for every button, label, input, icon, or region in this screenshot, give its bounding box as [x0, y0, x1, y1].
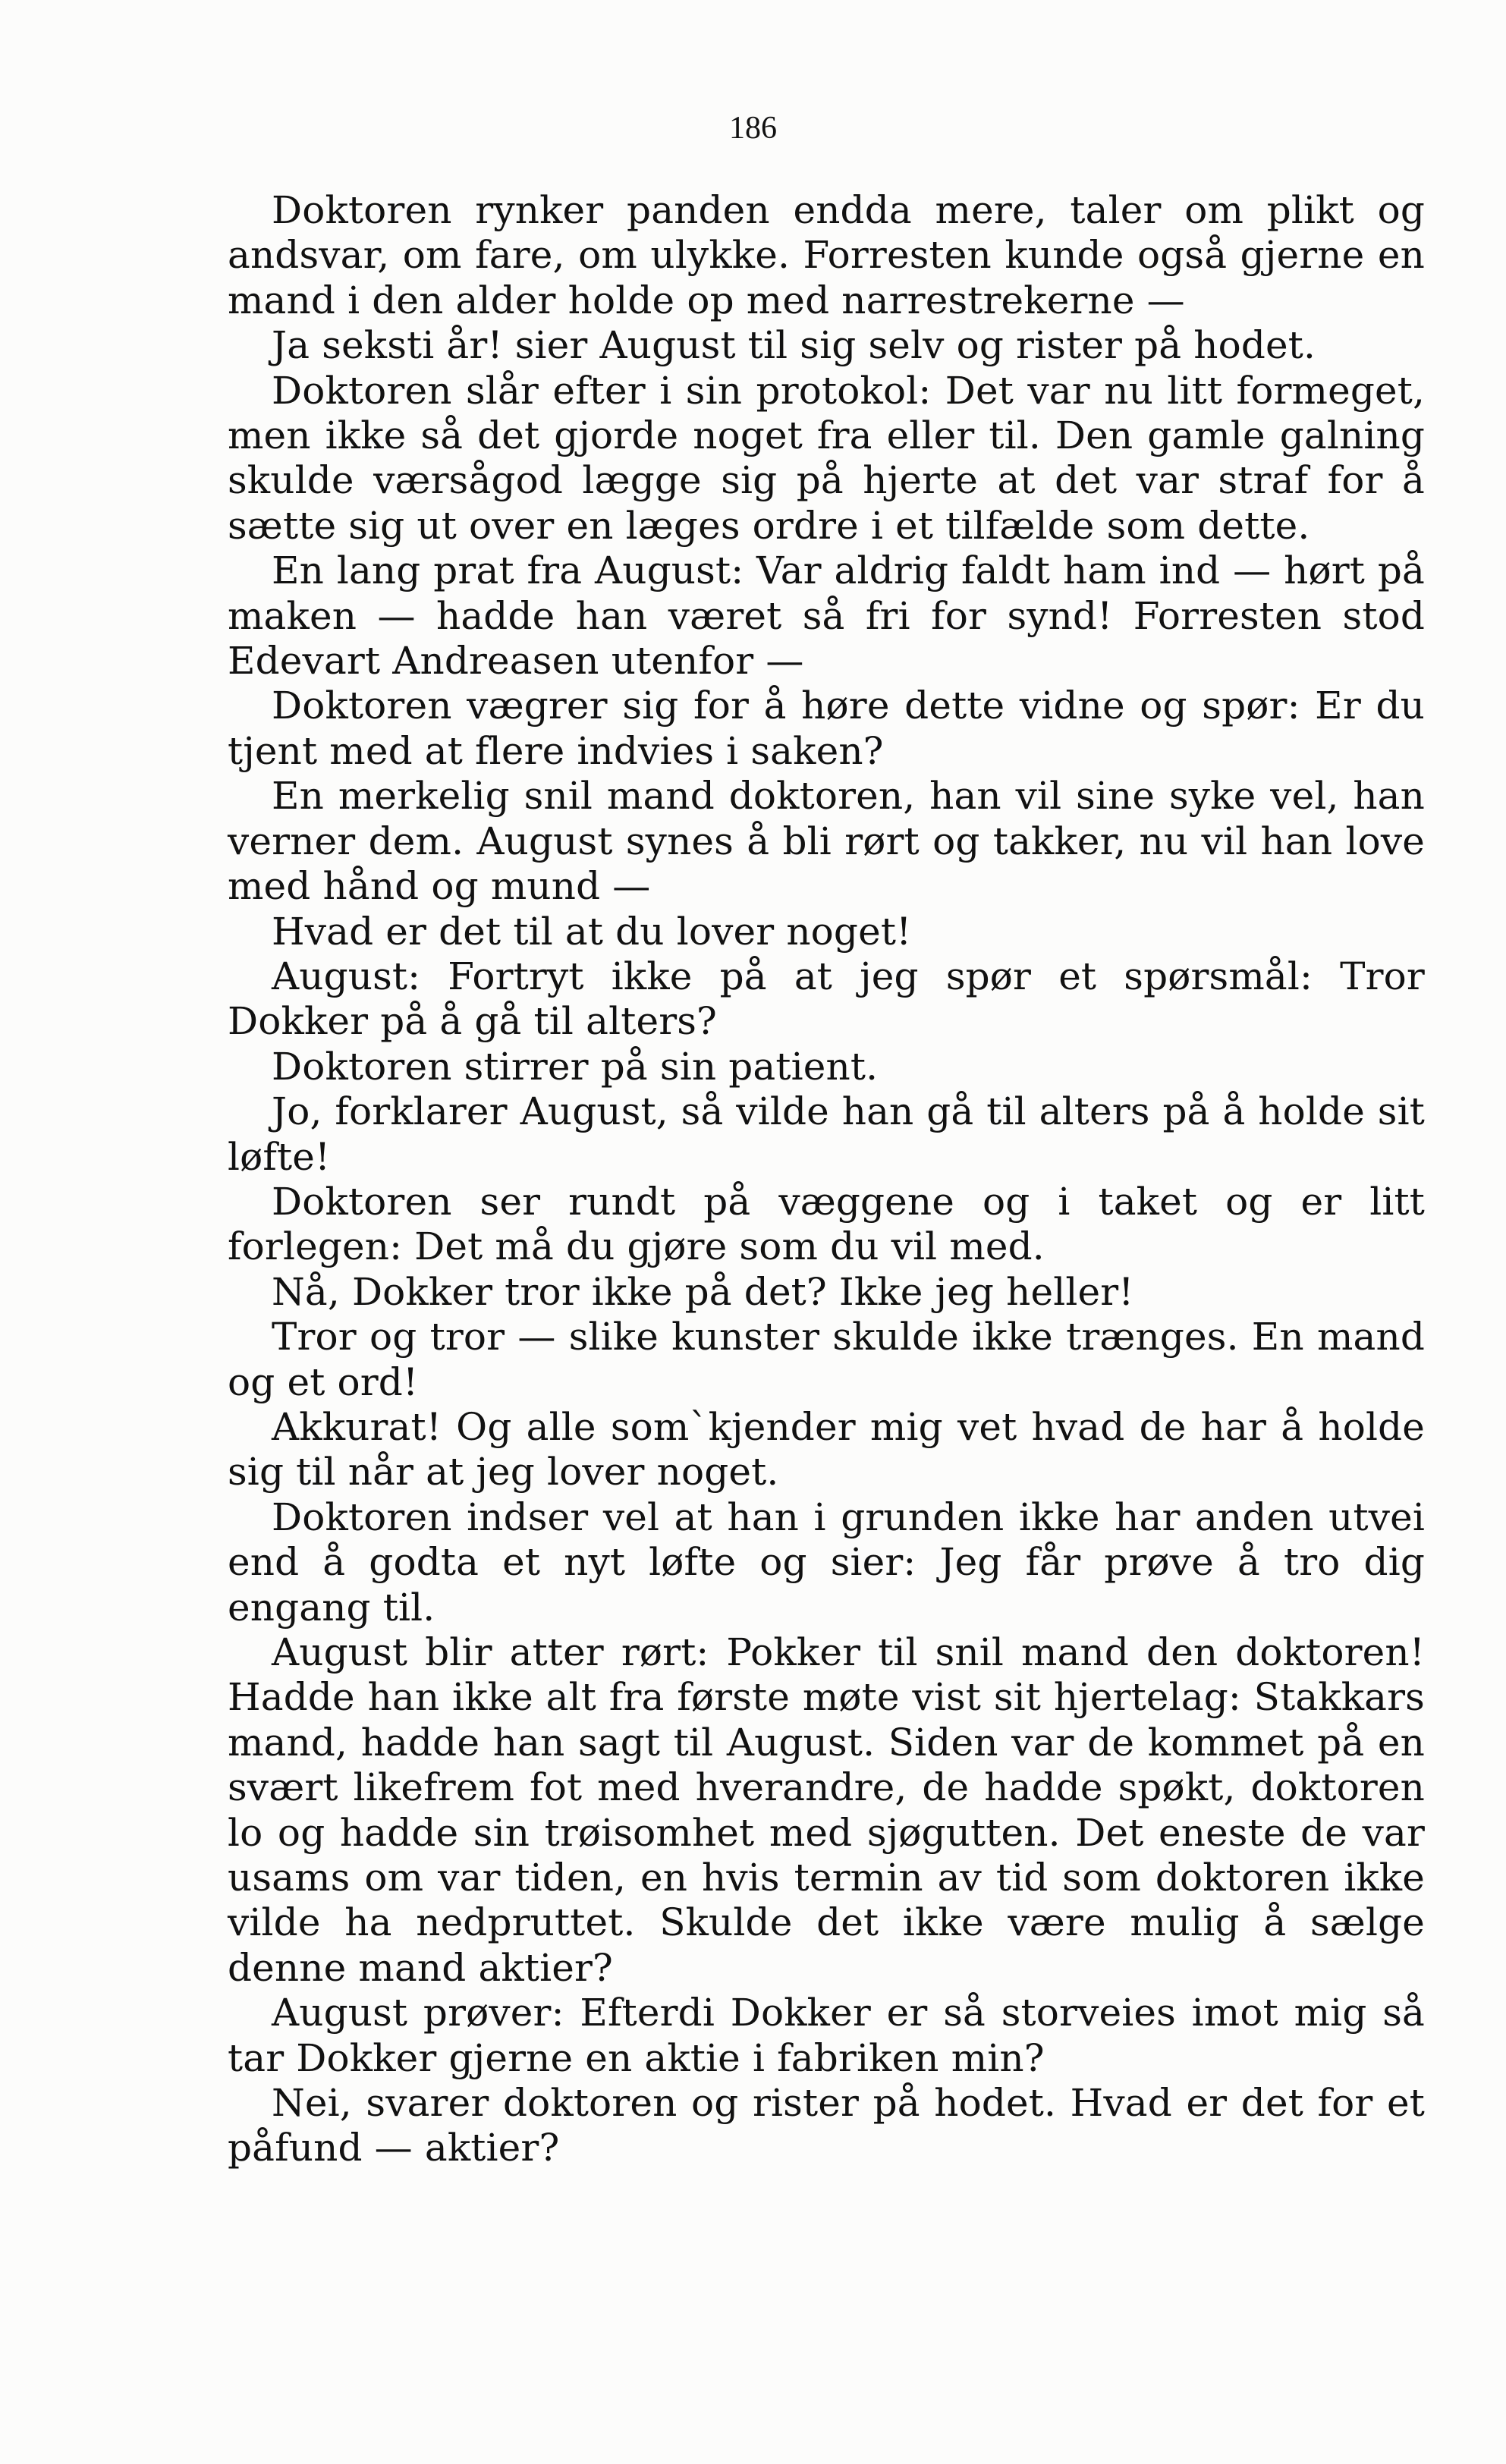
paragraph: En lang prat fra August: Var aldrig faldt ham ind — hørt på maken — hadde han været så fri for synd! Forresten stod Edevart Andreasen utenfor —: [228, 548, 1425, 684]
paragraph: Akkurat! Og alle som`kjender mig vet hvad de har å holde sig til når at jeg lover noget.: [228, 1404, 1425, 1494]
paragraph: Tror og tror — slike kunster skulde ikke trænges. En mand og et ord!: [228, 1315, 1425, 1404]
paragraph: Jo, forklarer August, så vilde han gå til alters på å holde sit løfte!: [228, 1089, 1425, 1179]
paragraph: Nå, Dokker tror ikke på det? Ikke jeg heller!: [272, 1269, 1134, 1314]
paragraph: August prøver: Efterdi Dokker er så storveies imot mig så tar Dokker gjerne en aktie i fabriken min?: [228, 1991, 1425, 2080]
paragraph: Hvad er det til at du lover noget!: [272, 909, 912, 954]
paragraph: Doktoren vægrer sig for å høre dette vidne og spør: Er du tjent med at flere indvies i saken?: [228, 684, 1425, 773]
paragraph: Doktoren stirrer på sin patient.: [272, 1044, 879, 1089]
paragraph: Doktoren slår efter i sin protokol: Det var nu litt formeget, men ikke så det gjorde noget fra eller til. Den gamle galning skulde værsågod lægge sig på hjerte at det var straf for å sætte sig ut over en læges ordre i et tilfælde som dette.: [228, 368, 1425, 548]
body-text: [228, 188, 1425, 2171]
paragraph: August blir atter rørt: Pokker til snil mand den doktoren! Hadde han ikke alt fra første møte vist sit hjertelag: Stakkars mand, hadde han sagt til August. Siden var de kommet på en svært likefrem fot med hverandre, de hadde spøkt, doktoren lo og hadde sin trøisomhet med sjøgutten. Det eneste de var usams om var tiden, en hvis termin av tid som doktoren ikke vilde ha nedpruttet. Skulde det ikke være mulig å sælge denne mand aktier?: [228, 1630, 1425, 1990]
paragraph: Ja seksti år! sier August til sig selv og rister på hodet.: [272, 323, 1316, 368]
paragraph: Doktoren ser rundt på væggene og i taket og er litt forlegen: Det må du gjøre som du vil med.: [228, 1179, 1425, 1269]
paragraph: Nei, svarer doktoren og rister på hodet. Hvad er det for et påfund — aktier?: [228, 2081, 1425, 2170]
paragraph: August: Fortryt ikke på at jeg spør et spørsmål: Tror Dokker på å gå til alters?: [228, 954, 1425, 1044]
paragraph: Doktoren indser vel at han i grunden ikke har anden utvei end å godta et nyt løfte og sier: Jeg får prøve å tro dig engang til.: [228, 1494, 1425, 1630]
paragraph: En merkelig snil mand doktoren, han vil sine syke vel, han verner dem. August synes å bli rørt og takker, nu vil han love med hånd og mund —: [228, 774, 1425, 909]
paragraph: Doktoren rynker panden endda mere, taler om plikt og andsvar, om fare, om ulykke. Forresten kunde også gjerne en mand i den alder holde op med narrestrekerne —: [228, 188, 1425, 322]
page-number: 186: [729, 111, 777, 146]
